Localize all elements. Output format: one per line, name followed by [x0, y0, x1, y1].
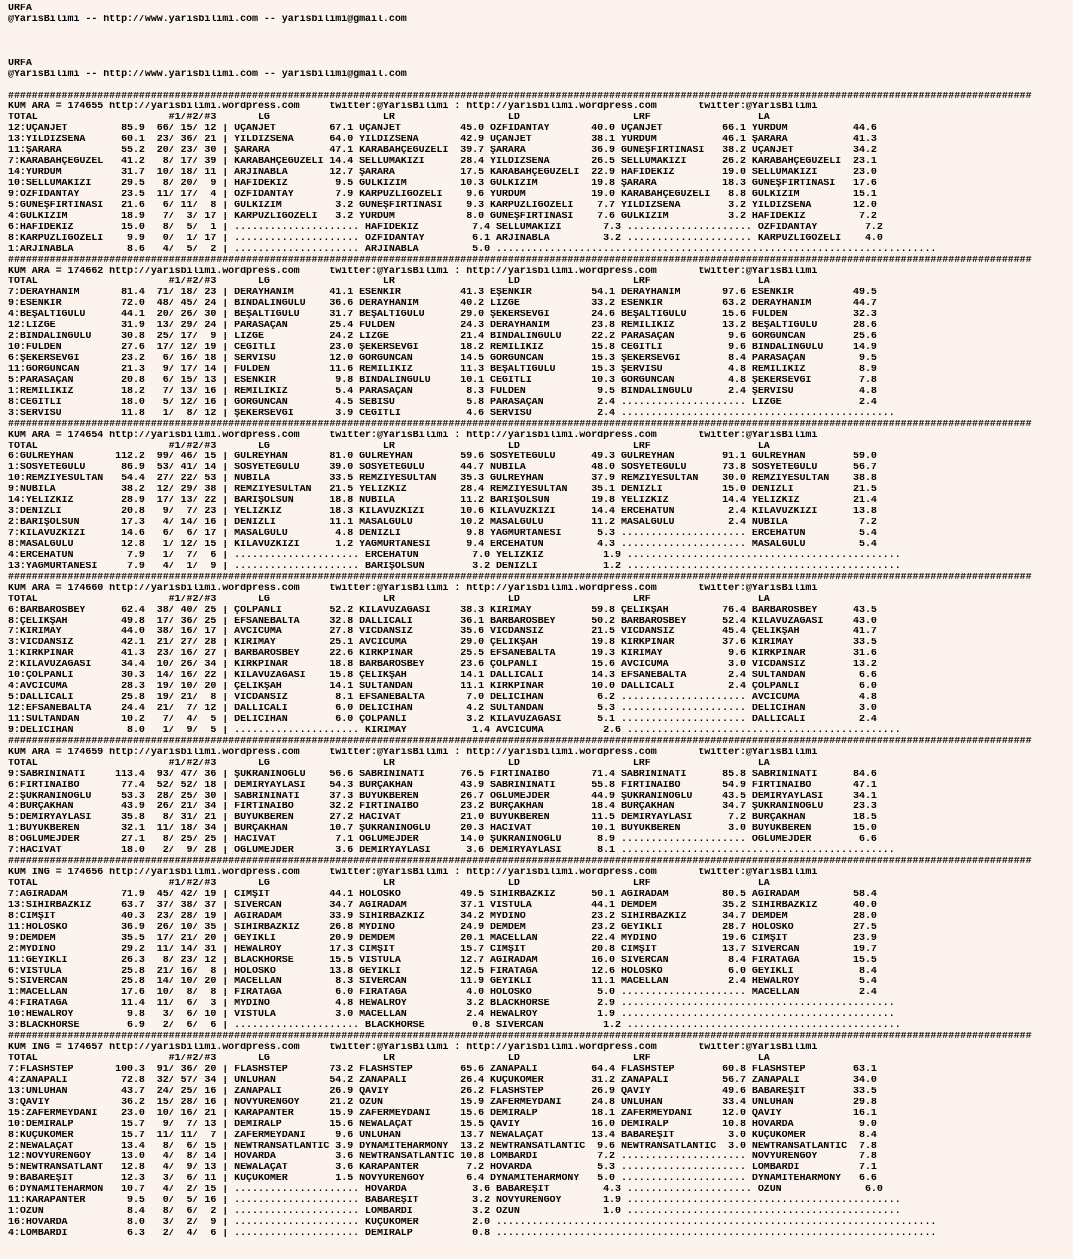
result-row: 4:LOMBARDİ 6.3 2/ 4/ 6 | ..................... DEMİRALP 0.8 ..........................................................................: [8, 1229, 937, 1239]
result-row: 11:KARAPANTER 9.5 0/ 5/ 16 | ..................... BABAREŞİT 3.2 NOVYURENGOY 1.9 ..............................................: [8, 1196, 901, 1207]
column-header: TOTAL #1/#2/#3 LG LR LD LRF LA: [8, 594, 770, 605]
column-header: TOTAL #1/#2/#3 LG LR LD LRF LA: [8, 879, 770, 889]
race-header: KUM ARA = 174654 http://yarisbilimi.wordpress.com twitter:@YarisBilimi : http://yarisbilimi.wordpress.com twitter:@YarisBilimi: [8, 430, 818, 441]
result-row: 6:VİSTULA 25.8 21/ 16/ 8 | HOLOSKO 13.8 GEYİKLİ 12.5 FIRATAĞA 12.6 HOLOSKO 6.0 GEYİKLİ 8.4: [8, 966, 877, 977]
text-line: @YarisBilimi -- http://www.yarisbilimi.com -- yarisbilimi@gmail.com: [8, 14, 407, 25]
result-row: 10:FULDEN 27.6 17/ 12/ 19 | CEĞİTLİ 23.0 ŞEKERSEVGİ 18.2 REMİLİKIZ 15.8 CEĞİTLİ 9.6 BİNDALINGÜLÜ 14.9: [8, 343, 877, 354]
text-line: [8, 37, 1073, 48]
race-header: KUM ARA = 174660 http://yarisbilimi.wordpress.com twitter:@YarisBilimi : http://yarisbilimi.wordpress.com twitter:@YarisBilimi: [8, 583, 818, 594]
result-row: 10:REMZİYESULTAN 54.4 27/ 22/ 53 | NUBİLA 33.5 REMZİYESULTAN 35.3 GÜLREYHAN 37.9 REMZİYESULTAN 30.0 REMZİYESULTAN 38.8: [8, 474, 877, 485]
result-row: 6:FIRTINAİBO 77.4 52/ 52/ 18 | DEMİRYAYLASI 54.3 BURÇAKHAN 43.9 SABRİNİNATI 55.8 FIRTINAİBO 54.9 FIRTINAİBO 47.1: [8, 780, 877, 791]
column-header: TOTAL #1/#2/#3 LG LR LD LRF LA: [8, 1054, 770, 1064]
result-row: 11:ŞARARA 55.2 20/ 23/ 30 | ŞARARA 47.1 KARABAHÇEGÜZELİ 39.7 ŞARARA 36.9 GÜNEŞFIRTINASI 38.2 UÇANJET 34.2: [8, 146, 877, 157]
result-row: 7:KILAVUZKIZI 14.6 6/ 6/ 17 | MASALGÜLÜ 4.8 DENİZLİ 9.8 YAĞMURTANESİ 5.3 ..................... ERCEHATUN 5.4: [8, 529, 877, 539]
result-row: 3:DENİZLİ 20.8 9/ 7/ 23 | YELİZKIZ 18.3 KILAVUZKIZI 10.6 KILAVUZKIZI 14.4 ERCEHATUN 2.4 KILAVUZKIZI 13.8: [8, 507, 877, 518]
result-row: 5:NEWTRANSATLANT 12.8 4/ 9/ 13 | NEWALAÇAT 3.6 KARAPANTER 7.2 HOVARDA 5.3 ..................... LOMBARDİ 7.1: [8, 1163, 877, 1174]
result-row: 2:ŞÜKRANINOĞLU 53.3 28/ 25/ 30 | SABRİNİNATI 37.3 BÜYÜKBEREN 26.7 OĞLUMEJDER 44.9 ŞÜKRANINOĞLU 43.5 DEMİRYAYLASI 34.1: [8, 791, 877, 802]
text-line: [8, 81, 1073, 92]
result-row: 3:BLACKHORSE 6.9 2/ 6/ 6 | ..................... BLACKHORSE 0.8 SİVERCAN 1.2 ..............................................: [8, 1021, 901, 1032]
result-row: 6:BARBAROSBEY 62.4 38/ 40/ 25 | ÇOLPANLI 52.2 KILAVUZAĞASI 38.3 KIRIMAY 59.8 ÇELİKŞAH 76.4 BARBAROSBEY 43.5: [8, 605, 877, 616]
result-row: 10:SELLÜMAKİZİ 29.5 8/ 20/ 9 | HAFİDEKİZ 9.5 GÜLKIZIM 10.3 GÜLKIZIM 19.8 ŞARARA 18.3 GÜNEŞFIRTINASI 17.6: [8, 179, 877, 189]
result-row: 7:HACİVAT 18.0 2/ 9/ 28 | OĞLUMEJDER 3.6 DEMİRYAYLASI 3.6 DEMİRYAYLASI 8.1 ..............................................: [8, 846, 895, 857]
result-row: 7:DERAYHANIM 81.4 71/ 18/ 23 | DERAYHANIM 41.1 ESENKIR 41.3 EŞENKIR 54.1 DERAYHANIM 97.6 ESENKIR 49.5: [8, 288, 877, 299]
result-row: 3:QAVİY 36.2 15/ 28/ 16 | NOVYURENGOY 21.2 ÖZÜN 15.9 ZAFERMEYDANI 24.8 ÜNLÜHAN 33.4 ÜNLÜHAN 29.8: [8, 1097, 877, 1108]
result-row: 9:BABAREŞİT 12.3 3/ 6/ 11 | KÜÇÜKÖMER 1.5 NOVYURENGOY 6.4 DYNAMITEHARMONY 5.0 ..................... DYNAMITEHARMONY 6.6: [8, 1174, 877, 1185]
result-row: 5:GÜNEŞFIRTINASI 21.6 6/ 11/ 8 | GÜLKIZIM 3.2 GÜNEŞFIRTINASI 9.3 KARPUZLIGÖZELİ 7.7 YILDIZSENA 3.2 YILDIZSENA 12.0: [8, 200, 877, 211]
result-row: 5:DALLICALI 25.8 19/ 21/ 8 | VİCDANSIZ 8.1 EFSANEBALTA 7.0 DELİCİHAN 6.2 ..................... AVCICUMA 4.8: [8, 693, 877, 704]
separator-line: ############################################################################################################################################################################: [8, 736, 1032, 747]
result-row: 4:BURÇAKHAN 43.9 26/ 21/ 34 | FIRTINAİBO 32.2 FIRTINAİBO 23.2 BURÇAKHAN 18.4 BURÇAKHAN 34.7 ŞÜKRANINOĞLU 23.3: [8, 802, 877, 813]
separator-line: ############################################################################################################################################################################: [8, 1032, 1032, 1043]
result-row: 6:DYNAMITEHARMON 10.7 4/ 2/ 15 | ..................... HOVARDA 3.6 BABAREŞİT 4.3 ..................... ÖZÜN 6.0: [8, 1185, 883, 1196]
result-row: 1:ÖZÜN 8.4 8/ 6/ 2 | ..................... LOMBARDİ 3.2 ÖZÜN 1.0 ..............................................: [8, 1207, 901, 1218]
result-row: 6:HAFİDEKİZ 15.0 8/ 5/ 1 | ..................... HAFİDEKİZ 7.4 SELLÜMAKİZİ 7.3 ..................... ÖZFİDANTAY 7.2: [8, 222, 883, 233]
result-row: 13:SİHİRBAZKIZ 63.7 37/ 38/ 37 | SİVERCAN 34.7 AĞIRADAM 37.1 VİSTULA 44.1 DEMDEM 35.2 SİHİRBAZKIZ 40.0: [8, 900, 877, 911]
race-header: KUM ARA = 174655 http://yarisbilimi.wordpress.com twitter:@YarisBilimi : http://yarisbilimi.wordpress.com twitter:@YarisBilimi: [8, 102, 818, 113]
result-row: 7:FLASHSTEP 100.3 91/ 36/ 20 | FLASHSTEP 73.2 FLASHSTEP 65.6 ZANAPALI 64.4 FLASHSTEP 60.8 FLASHSTEP 63.1: [8, 1064, 877, 1075]
column-header: TOTAL #1/#2/#3 LG LR LD LRF LA: [8, 113, 770, 124]
result-row: 12:UÇANJET 85.9 66/ 15/ 12 | UÇANJET 67.1 UÇANJET 45.0 ÖZFİDANTAY 40.0 UÇANJET 66.1 YURDUM 44.6: [8, 124, 877, 135]
result-row: 1:KIRKPINAR 41.3 23/ 16/ 27 | BARBAROSBEY 22.6 KIRKPINAR 25.5 EFSANEBALTA 19.3 KIRIMAY 9.6 KIRKPINAR 31.6: [8, 649, 877, 660]
result-row: 2:BARIŞOLSUN 17.3 4/ 14/ 16 | DENİZLİ 11.1 MASALGÜLÜ 10.2 MASALGÜLÜ 11.2 MASALGÜLÜ 2.4 NUBİLA 7.2: [8, 518, 877, 529]
result-row: 8:KARPUZLIGÖZELİ 9.9 0/ 1/ 17 | ..................... ÖZFİDANTAY 6.1 ARJİNABLA 3.2 ..................... KARPUZLIGÖZELİ 4.0: [8, 233, 883, 244]
result-row: 13:YAĞMURTANESİ 7.9 4/ 1/ 9 | ..................... BARIŞOLSUN 3.2 DENİZLİ 1.2 ..............................................: [8, 561, 901, 572]
result-row: 5:PARASAÇAN 20.8 6/ 15/ 13 | ESENKIR 9.8 BİNDALINGÜLÜ 10.1 CEĞİTLİ 10.3 GÖRGÜNCAN 4.8 ŞEKERSEVGİ 7.8: [8, 375, 877, 386]
result-row: 6:ŞEKERSEVGİ 23.2 6/ 16/ 18 | SERVİSU 12.0 GÖRGÜNCAN 14.5 GÖRGÜNCAN 15.3 ŞEKERSEVGİ 8.4 PARASAÇAN 9.5: [8, 354, 877, 364]
result-row: 7:AĞIRADAM 71.9 45/ 42/ 19 | CIMŞİT 44.1 HOLOSKO 49.5 SİHİRBAZKIZ 50.1 AĞIRADAM 80.5 AĞIRADAM 58.4: [8, 889, 877, 900]
race-header: KUM ARA = 174659 http://yarisbilimi.wordpress.com twitter:@YarisBilimi : http://yarisbilimi.wordpress.com twitter:@YarisBilimi: [8, 747, 818, 758]
column-header: TOTAL #1/#2/#3 LG LR LD LRF LA: [8, 758, 770, 769]
result-row: 10:HEWALROY 9.8 3/ 6/ 10 | VİSTULA 3.0 MACELLAN 2.4 HEWALROY 1.9 ..............................................: [8, 1010, 895, 1021]
text-line: [8, 26, 1073, 37]
result-row: 5:SİVERCAN 25.8 14/ 10/ 20 | MACELLAN 8.3 SİVERCAN 11.9 GEYİKLİ 11.1 MACELLAN 2.4 HEWALROY 5.4: [8, 977, 877, 988]
result-row: 8:ÇELİKŞAH 49.8 17/ 36/ 25 | EFSANEBALTA 32.8 DALLICALI 36.1 BARBAROSBEY 50.2 BARBAROSBEY 52.4 KILAVUZAĞASI 43.0: [8, 616, 877, 627]
result-row: 13:YILDIZSENA 60.1 23/ 36/ 21 | YILDIZSENA 64.0 YILDIZSENA 42.9 UÇANJET 38.1 YURDUM 46.1 ŞARARA 41.3: [8, 135, 877, 146]
result-row: 11:GEYİKLİ 26.3 8/ 23/ 12 | BLACKHORSE 15.5 VİSTULA 12.7 AĞIRADAM 16.0 SİVERCAN 8.4 FIRATAĞA 15.5: [8, 955, 877, 966]
result-row: 11:HOLOSKO 36.9 26/ 10/ 35 | SİHİRBAZKIZ 26.8 MYDİNO 24.9 DEMDEM 23.2 GEYİKLİ 28.7 HOLOSKO 27.5: [8, 922, 877, 933]
result-row: 4:GÜLKIZIM 18.9 7/ 3/ 17 | KARPUZLIGÖZELİ 3.2 YURDUM 8.0 GÜNEŞFIRTINASI 7.6 GÜLKIZIM 3.2 HAFİDEKİZ 7.2: [8, 211, 877, 222]
result-row: 6:GÜLREYHAN 112.2 99/ 46/ 15 | GÜLREYHAN 81.0 GÜLREYHAN 59.6 SOSYETEGÜLÜ 49.3 GÜLREYHAN 91.1 GÜLREYHAN 59.0: [8, 452, 877, 463]
result-row: 9:DEMDEM 35.5 17/ 21/ 20 | GEYİKLİ 20.9 DEMDEM 20.1 MACELLAN 22.4 MYDİNO 19.6 CIMŞİT 23.9: [8, 933, 877, 944]
separator-line: ############################################################################################################################################################################: [8, 419, 1032, 430]
result-row: 4:AVCICUMA 28.3 19/ 10/ 20 | ÇELİKŞAH 14.1 SULTANDAN 11.1 KIRKPINAR 10.0 DALLICALI 2.4 ÇOLPANLI 6.0: [8, 682, 877, 693]
result-row: 9:ÖZFİDANTAY 23.5 11/ 17/ 4 | ÖZFİDANTAY 7.9 KARPUZLIGÖZELİ 9.6 YURDUM 19.0 KARABAHÇEGÜZELİ 8.8 GÜLKIZIM 15.1: [8, 189, 877, 200]
text-line: [8, 48, 1073, 59]
result-row: 14:YURDUM 31.7 10/ 18/ 11 | ARJİNABLA 12.7 ŞARARA 17.5 KARABAHÇEGÜZELİ 22.9 HAFİDEKİZ 19.0 SELLÜMAKİZİ 23.0: [8, 168, 877, 179]
result-row: 9:DELİCİHAN 8.0 1/ 9/ 5 | ..................... KIRIMAY 1.4 AVCICUMA 2.6 ..............................................: [8, 725, 901, 736]
result-row: 8:KÜÇÜKÖMER 15.7 11/ 11/ 7 | ZAFERMEYDANI 9.6 ÜNLÜHAN 13.7 NEWALAÇAT 13.4 BABAREŞİT 3.0 KÜÇÜKÖMER 8.4: [8, 1130, 877, 1141]
result-row: 1:REMİLİKIZ 18.2 7/ 13/ 16 | REMİLİKIZ 5.4 PARASAÇAN 8.3 FULDEN 9.5 BİNDALINGÜLÜ 2.4 ŞERVİSU 4.8: [8, 386, 877, 397]
result-row: 7:KIRIMAY 44.0 38/ 16/ 17 | AVCICUMA 27.8 VİCDANSIZ 35.6 VİCDANSIZ 21.5 VİCDANSIZ 45.4 ÇELİKŞAH 41.7: [8, 627, 877, 638]
result-row: 10:ÇOLPANLI 30.3 14/ 16/ 22 | KILAVUZAĞASI 15.8 ÇELİKŞAH 14.1 DALLICALI 14.3 EFSANEBALTA 2.4 SULTANDAN 6.6: [8, 671, 877, 682]
result-row: 15:ZAFERMEYDANI 23.0 10/ 16/ 21 | KARAPANTER 15.9 ZAFERMEYDANI 15.6 DEMİRALP 18.1 ZAFERMEYDANI 12.0 QAVİY 16.1: [8, 1108, 877, 1119]
separator-line: ############################################################################################################################################################################: [8, 857, 1032, 868]
result-row: 14:YELİZKIZ 28.9 17/ 13/ 22 | BARIŞOLSUN 18.8 NUBİLA 11.2 BARIŞOLSUN 19.8 YELİZKIZ 14.4 YELİZKIZ 21.4: [8, 496, 877, 507]
result-row: 5:DEMİRYAYLASI 35.8 8/ 31/ 21 | BÜYÜKBEREN 27.2 HACİVAT 21.0 BÜYÜKBEREN 11.5 DEMİRYAYLASI 7.2 BURÇAKHAN 18.5: [8, 813, 877, 824]
result-row: 2:BİNDALINGÜLÜ 30.8 25/ 17/ 9 | LİZGE 24.2 LİZGE 21.4 BİNDALINGÜLÜ 22.2 PARASAÇAN 9.6 GÖRGÜNCAN 25.6: [8, 332, 877, 343]
result-row: 13:ÜNLÜHAN 43.7 24/ 25/ 16 | ZANAPALI 26.9 QAVİY 26.2 FLASHSTEP 26.9 QAVİY 49.6 BABAREŞİT 33.5: [8, 1086, 877, 1097]
result-row: 12:EFSANEBALTA 24.4 21/ 7/ 12 | DALLICALI 6.0 DELİCİHAN 4.2 SULTANDAN 5.3 ..................... DELİCİHAN 3.0: [8, 704, 877, 714]
result-row: 1:MACELLAN 17.6 10/ 8/ 8 | FIRATAĞA 6.0 FIRATAĞA 4.0 HOLOSKO 5.0 ..................... MACELLAN 2.4: [8, 988, 877, 999]
result-row: 4:ZANAPALI 72.8 32/ 57/ 34 | ÜNLÜHAN 54.2 ZANAPALI 26.4 KÜÇÜKÖMER 31.2 ZANAPALI 56.7 ZANAPALI 34.0: [8, 1075, 877, 1086]
result-row: 10:DEMİRALP 15.7 9/ 7/ 13 | DEMİRALP 15.6 NEWALAÇAT 15.5 QAVİY 16.0 DEMİRALP 10.8 HOVARDA 9.0: [8, 1119, 877, 1130]
result-row: 11:SULTANDAN 10.2 7/ 4/ 5 | DELİCİHAN 6.0 ÇOLPANLI 3.2 KILAVUZAĞASI 5.1 ..................... DALLICALI 2.4: [8, 714, 877, 725]
separator-line: ############################################################################################################################################################################: [8, 572, 1032, 583]
text-line: URFA: [8, 4, 32, 14]
column-header: TOTAL #1/#2/#3 LG LR LD LRF LA: [8, 441, 770, 452]
result-row: 9:ESENKIR 72.0 48/ 45/ 24 | BİNDALINGÜLÜ 36.6 DERAYHANIM 40.2 LİZGE 33.2 ESENKIR 63.2 DERAYHANIM 44.7: [8, 299, 877, 310]
result-row: 1:BÜYÜKBEREN 32.1 11/ 18/ 34 | BURÇAKHAN 10.7 ŞÜKRANINOĞLU 20.3 HACİVAT 10.1 BÜYÜKBEREN 3.0 BÜYÜKBEREN 15.0: [8, 824, 877, 835]
result-row: 2:KILAVUZAĞASI 34.4 10/ 26/ 34 | KIRKPINAR 18.8 BARBAROSBEY 23.6 ÇOLPANLI 15.6 AVCICUMA 3.0 VİCDANSIZ 13.2: [8, 660, 877, 671]
race-header: KUM ARA = 174662 http://yarisbilimi.wordpress.com twitter:@YarisBilimi : http://yarisbilimi.wordpress.com twitter:@YarisBilimi: [8, 266, 818, 277]
result-row: 4:FIRATAĞA 11.4 11/ 6/ 3 | MYDİNO 4.8 HEWALROY 3.2 BLACKHORSE 2.9 ..............................................: [8, 999, 895, 1010]
result-row: 12:NOVYURENGOY 13.0 4/ 8/ 14 | HOVARDA 3.6 NEWTRANSATLANTIC 10.8 LOMBARDİ 7.2 ..................... NOVYURENGOY 7.8: [8, 1152, 877, 1163]
result-row: 9:SABRİNİNATI 113.4 93/ 47/ 36 | ŞÜKRANINOĞLU 56.6 SABRİNİNATI 76.5 FIRTINAİBO 71.4 SABRİNİNATI 85.8 SABRİNİNATI 84.6: [8, 769, 877, 780]
result-row: 2:MYDİNO 29.2 11/ 14/ 31 | HEWALROY 17.3 CIMŞİT 15.7 CIMŞİT 20.8 CIMŞİT 13.7 SİVERCAN 19.7: [8, 944, 877, 955]
result-row: 8:OĞLUMEJDER 27.1 8/ 25/ 25 | HACİVAT 7.1 OĞLUMEJDER 14.0 ŞÜKRANINOĞLU 8.9 ..................... OĞLUMEJDER 6.6: [8, 835, 877, 846]
result-row: 2:NEWALAÇAT 13.4 8/ 6/ 15 | NEWTRANSATLANTIC 3.9 DYNAMITEHARMONY 13.2 NEWTRANSATLANTIC 9.6 NEWTRANSATLANTIC 3.0 NEWTRANSATLANTIC 7.8: [8, 1141, 877, 1152]
separator-line: ############################################################################################################################################################################: [8, 91, 1032, 102]
result-row: 8:CEĞİTLİ 18.0 5/ 12/ 16 | GÖRGÜNCAN 4.5 SEBİSU 5.8 PARASAÇAN 2.4 ..................... LİZGE 2.4: [8, 397, 877, 408]
result-row: 8:CIMŞİT 40.3 23/ 28/ 19 | AĞIRADAM 33.9 SİHİRBAZKIZ 34.2 MYDİNO 23.2 SİHİRBAZKIZ 34.7 DEMDEM 28.0: [8, 911, 877, 922]
column-header: TOTAL #1/#2/#3 LG LR LD LRF LA: [8, 277, 770, 288]
result-row: 11:GÖRGÜNCAN 21.3 9/ 17/ 14 | FULDEN 11.6 REMİLİKIZ 11.3 BEŞALTIGÜLÜ 15.3 ŞERVİSU 4.8 REMİLİKIZ 8.9: [8, 364, 877, 375]
result-row: 1:ARJİNABLA 8.6 4/ 5/ 2 | ..................... ARJİNABLA 5.0 ..........................................................................: [8, 244, 937, 255]
result-row: 8:MASALGÜLÜ 12.8 1/ 12/ 15 | KILAVUZKIZI 1.2 YAĞMURTANESİ 9.4 ERCEHATUN 4.3 ..................... MASALGÜLÜ 5.4: [8, 539, 877, 550]
result-row: 16:HOVARDA 8.0 3/ 2/ 9 | ..................... KÜÇÜKÖMER 2.0 ..........................................................................: [8, 1218, 937, 1229]
text-line: URFA: [8, 58, 32, 69]
result-row: 9:NUBİLA 38.2 12/ 29/ 38 | REMZİYESULTAN 21.5 YELİZKIZ 28.4 REMZİYESULTAN 35.1 DENİZLİ 15.0 DENİZLİ 21.5: [8, 485, 877, 496]
separator-line: ############################################################################################################################################################################: [8, 255, 1032, 266]
result-row: 12:LİZGE 31.9 13/ 29/ 24 | PARASAÇAN 25.4 FULDEN 24.3 DERAYHANIM 23.8 REMİLİKIZ 13.2 BEŞALTIGÜLÜ 28.6: [8, 321, 877, 332]
race-header: KUM ING = 174657 http://yarisbilimi.wordpress.com twitter:@YarisBilimi : http://yarisbilimi.wordpress.com twitter:@YarisBilimi: [8, 1043, 818, 1054]
text-line: @YarisBilimi -- http://www.yarisbilimi.com -- yarisbilimi@gmail.com: [8, 69, 407, 80]
result-row: 3:VİCDANSIZ 42.1 21/ 27/ 28 | KIRIMAY 25.1 AVCICUMA 29.0 ÇELİKŞAH 19.8 KIRKPINAR 37.6 KIRIMAY 33.5: [8, 638, 877, 649]
result-row: 1:SOSYETEGÜLÜ 86.9 53/ 41/ 14 | SOSYETEGÜLÜ 39.0 SOSYETEGÜLÜ 44.7 NUBİLA 48.0 SOSYETEGÜLÜ 73.8 SOSYETEGÜLÜ 56.7: [8, 463, 877, 474]
result-row: 3:SERVİSU 11.8 1/ 8/ 12 | ŞEKERSEVGİ 3.9 CEĞİTLİ 4.6 SERVİSU 2.4 ..............................................: [8, 408, 895, 419]
result-row: 4:ERCEHATUN 7.9 1/ 7/ 6 | ..................... ERCEHATUN 7.0 YELİZKIZ 1.9 ..............................................: [8, 550, 901, 561]
result-row: 7:KARABAHÇEGÜZEL 41.2 8/ 17/ 39 | KARABAHÇEGÜZELİ 14.4 SELLÜMAKİZİ 28.4 YILDIZSENA 26.5 SELLÜMAKİZİ 26.2 KARABAHÇEGÜZELİ 23.1: [8, 157, 877, 168]
result-row: 4:BEŞALTIGÜLÜ 44.1 20/ 26/ 30 | BEŞALTIGÜLÜ 31.7 BEŞALTIGÜLÜ 29.0 ŞEKERSEVGİ 24.6 BEŞALTIGÜLÜ 15.6 FULDEN 32.3: [8, 310, 877, 321]
race-header: KUM ING = 174656 http://yarisbilimi.wordpress.com twitter:@YarisBilimi : http://yarisbilimi.wordpress.com twitter:@YarisBilimi: [8, 868, 818, 879]
